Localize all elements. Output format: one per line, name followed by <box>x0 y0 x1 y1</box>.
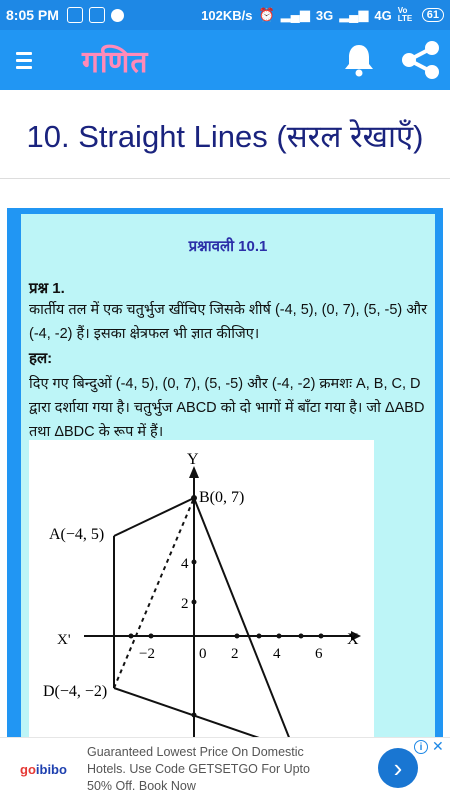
status-bar <box>0 0 450 30</box>
alarm-icon: ⏰ <box>258 7 275 22</box>
ad-info-icon[interactable]: i <box>414 740 428 754</box>
network-4g: 4G <box>374 7 392 23</box>
mail-icon <box>89 7 105 23</box>
solution-label: हल: <box>29 350 53 367</box>
tick-label-y2: 2 <box>181 596 189 612</box>
exercise-heading: प्रश्नावली 10.1 <box>188 238 268 255</box>
edge-ab-bc <box>114 498 294 750</box>
solution-text: दिए गए बिन्दुओं (-4, 5), (0, 7), (5, -5) और (-4, -2) क्रमशः A, B, C, D द्वारा दर्शाया गया है। चतुर्भुज ABCD को दो भागों में बाँटा गया है। जो ΔABD तथा ΔBDC के रूप में हैं। <box>29 376 425 440</box>
tick-label-4: 4 <box>273 646 281 662</box>
ad-go-button[interactable]: › <box>378 748 418 788</box>
tick-label-6: 6 <box>315 646 323 662</box>
point-d-label: D(−4, −2) <box>43 683 108 700</box>
divider <box>0 178 450 179</box>
ad-text[interactable]: Guaranteed Lowest Price On Domestic Hotels. Use Code GETSETGO For Upto 50% Off. Book Now <box>87 745 310 793</box>
menu-icon[interactable] <box>6 30 42 90</box>
app-title: गणित <box>82 44 149 80</box>
tick-label-0: 0 <box>199 646 207 662</box>
tick-label-2: 2 <box>231 646 239 662</box>
status-time: 8:05 PM <box>6 7 59 23</box>
volte-label: Vo LTE <box>397 6 413 23</box>
question-text: कार्तीय तल में एक चतुर्भुज खींचिए जिसके शीर्ष (-4, 5), (0, 7), (5, -5) और (-4, -2) हैं। इसका क्षेत्रफल भी ज्ञात कीजिए। <box>29 302 428 342</box>
app-dot-icon <box>111 9 124 22</box>
question-label: प्रश्न 1. <box>29 280 65 297</box>
point-b-marker <box>191 495 197 501</box>
chapter-title: 10. Straight Lines (सरल रेखाएँ) <box>26 119 424 154</box>
network-3g: 3G <box>315 7 334 23</box>
tick-label-y4: 4 <box>181 556 189 572</box>
x-neg-label: X' <box>57 632 71 648</box>
quadrilateral-graph <box>29 440 374 750</box>
point-a-label: A(−4, 5) <box>49 526 105 543</box>
battery-indicator: 61 <box>422 8 444 22</box>
share-icon[interactable] <box>400 40 442 80</box>
tick-label-neg2: −2 <box>139 646 155 662</box>
app-notification-icon <box>67 7 83 23</box>
bell-icon[interactable] <box>342 42 376 78</box>
ad-close-icon[interactable]: ✕ <box>432 738 444 754</box>
signal-icon-2: ▂▄▆ <box>339 7 369 22</box>
content-card <box>7 208 443 748</box>
app-bar <box>0 30 450 90</box>
signal-icon: ▂▄▆ <box>280 7 310 22</box>
y-axis-label: Y <box>187 451 199 468</box>
point-b-label: B(0, 7) <box>199 489 245 506</box>
x-axis-label: X <box>347 631 359 648</box>
net-speed: 102KB/s <box>201 7 253 23</box>
ad-logo: goibibo <box>20 762 67 777</box>
ad-banner[interactable] <box>0 737 450 800</box>
